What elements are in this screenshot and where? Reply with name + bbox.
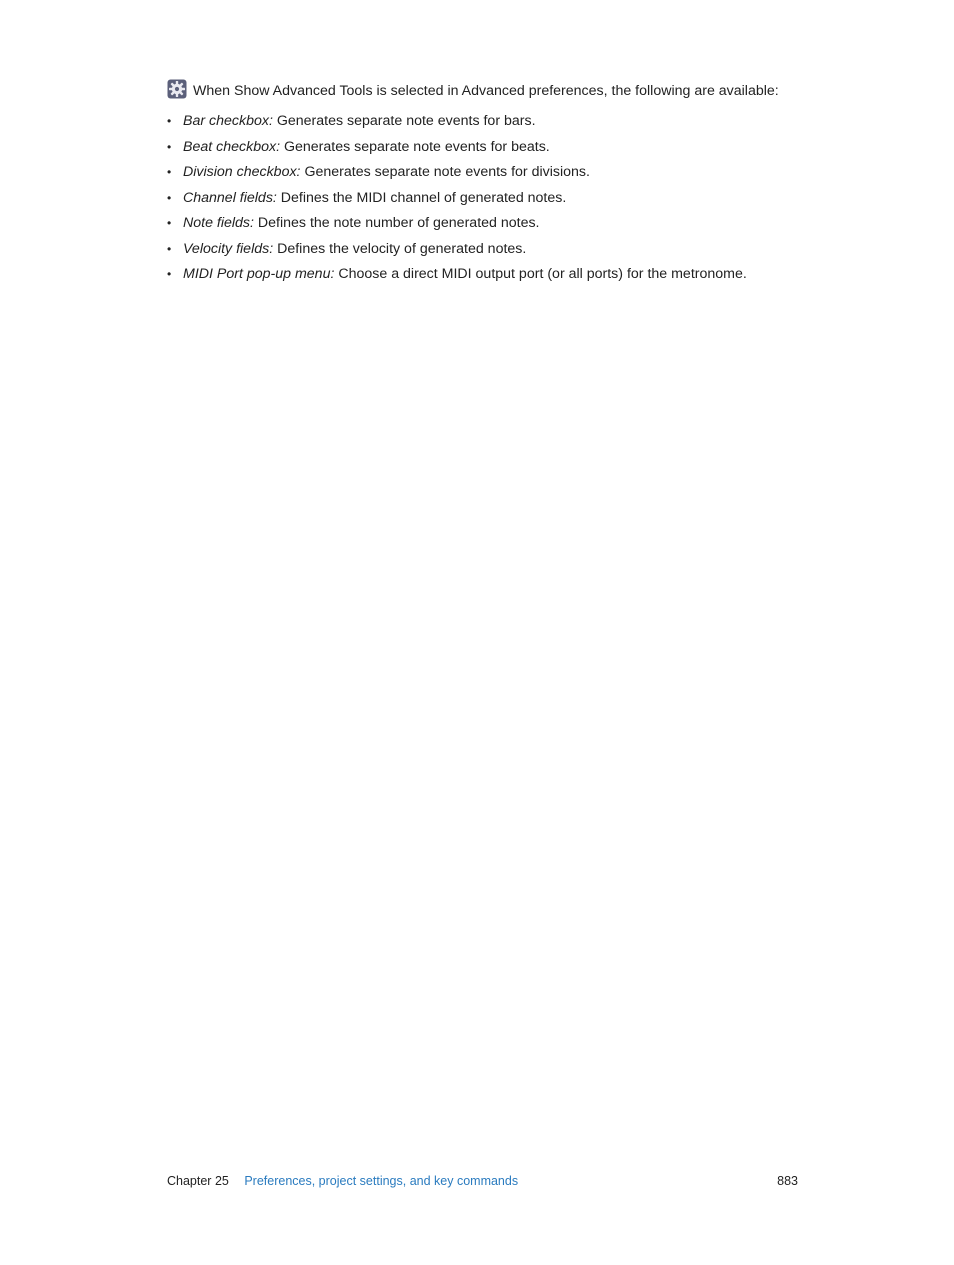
list-item — [167, 160, 807, 186]
item-term: Velocity fields: — [183, 240, 274, 257]
page-footer — [167, 1173, 798, 1189]
item-term: Channel fields: — [183, 189, 277, 206]
list-item — [167, 135, 807, 161]
gear-icon — [167, 79, 187, 99]
bullet: • — [167, 267, 172, 281]
list-item — [167, 186, 807, 212]
bullet: • — [167, 139, 172, 154]
item-description: Generates separate note events for beats. — [280, 138, 550, 155]
item-description: Defines the MIDI channel of generated notes. — [276, 189, 567, 206]
item-description: Defines the velocity of generated notes. — [273, 240, 527, 257]
list-item — [167, 262, 807, 288]
advanced-options-list — [167, 109, 807, 288]
intro-text: When Show Advanced Tools is selected in Advanced preferences, the following are available: — [193, 83, 779, 99]
bullet: • — [167, 190, 172, 205]
page-content — [167, 79, 807, 288]
item-term: MIDI Port pop-up menu: — [183, 266, 335, 282]
bullet: • — [167, 165, 172, 179]
item-term: Note fields: — [183, 215, 254, 231]
bullet: • — [167, 241, 172, 256]
bullet: • — [167, 216, 172, 230]
item-description: Generates separate note events for bars. — [272, 113, 536, 129]
page-number: 883 — [777, 1174, 798, 1188]
item-description: Generates separate note events for divisions. — [300, 164, 590, 180]
chapter-title-link[interactable]: Preferences, project settings, and key commands — [244, 1174, 519, 1188]
list-item — [167, 237, 807, 263]
list-item — [167, 211, 807, 237]
item-term: Division checkbox: — [183, 164, 301, 180]
advanced-tools-note — [167, 79, 807, 103]
item-term: Bar checkbox: — [183, 113, 273, 129]
item-term: Beat checkbox: — [183, 138, 281, 155]
bullet: • — [167, 114, 172, 128]
chapter-label: Chapter 25 — [167, 1174, 229, 1188]
list-item — [167, 109, 807, 135]
item-description: Choose a direct MIDI output port (or all ports) for the metronome. — [334, 266, 747, 282]
item-description: Defines the note number of generated notes. — [253, 215, 540, 231]
